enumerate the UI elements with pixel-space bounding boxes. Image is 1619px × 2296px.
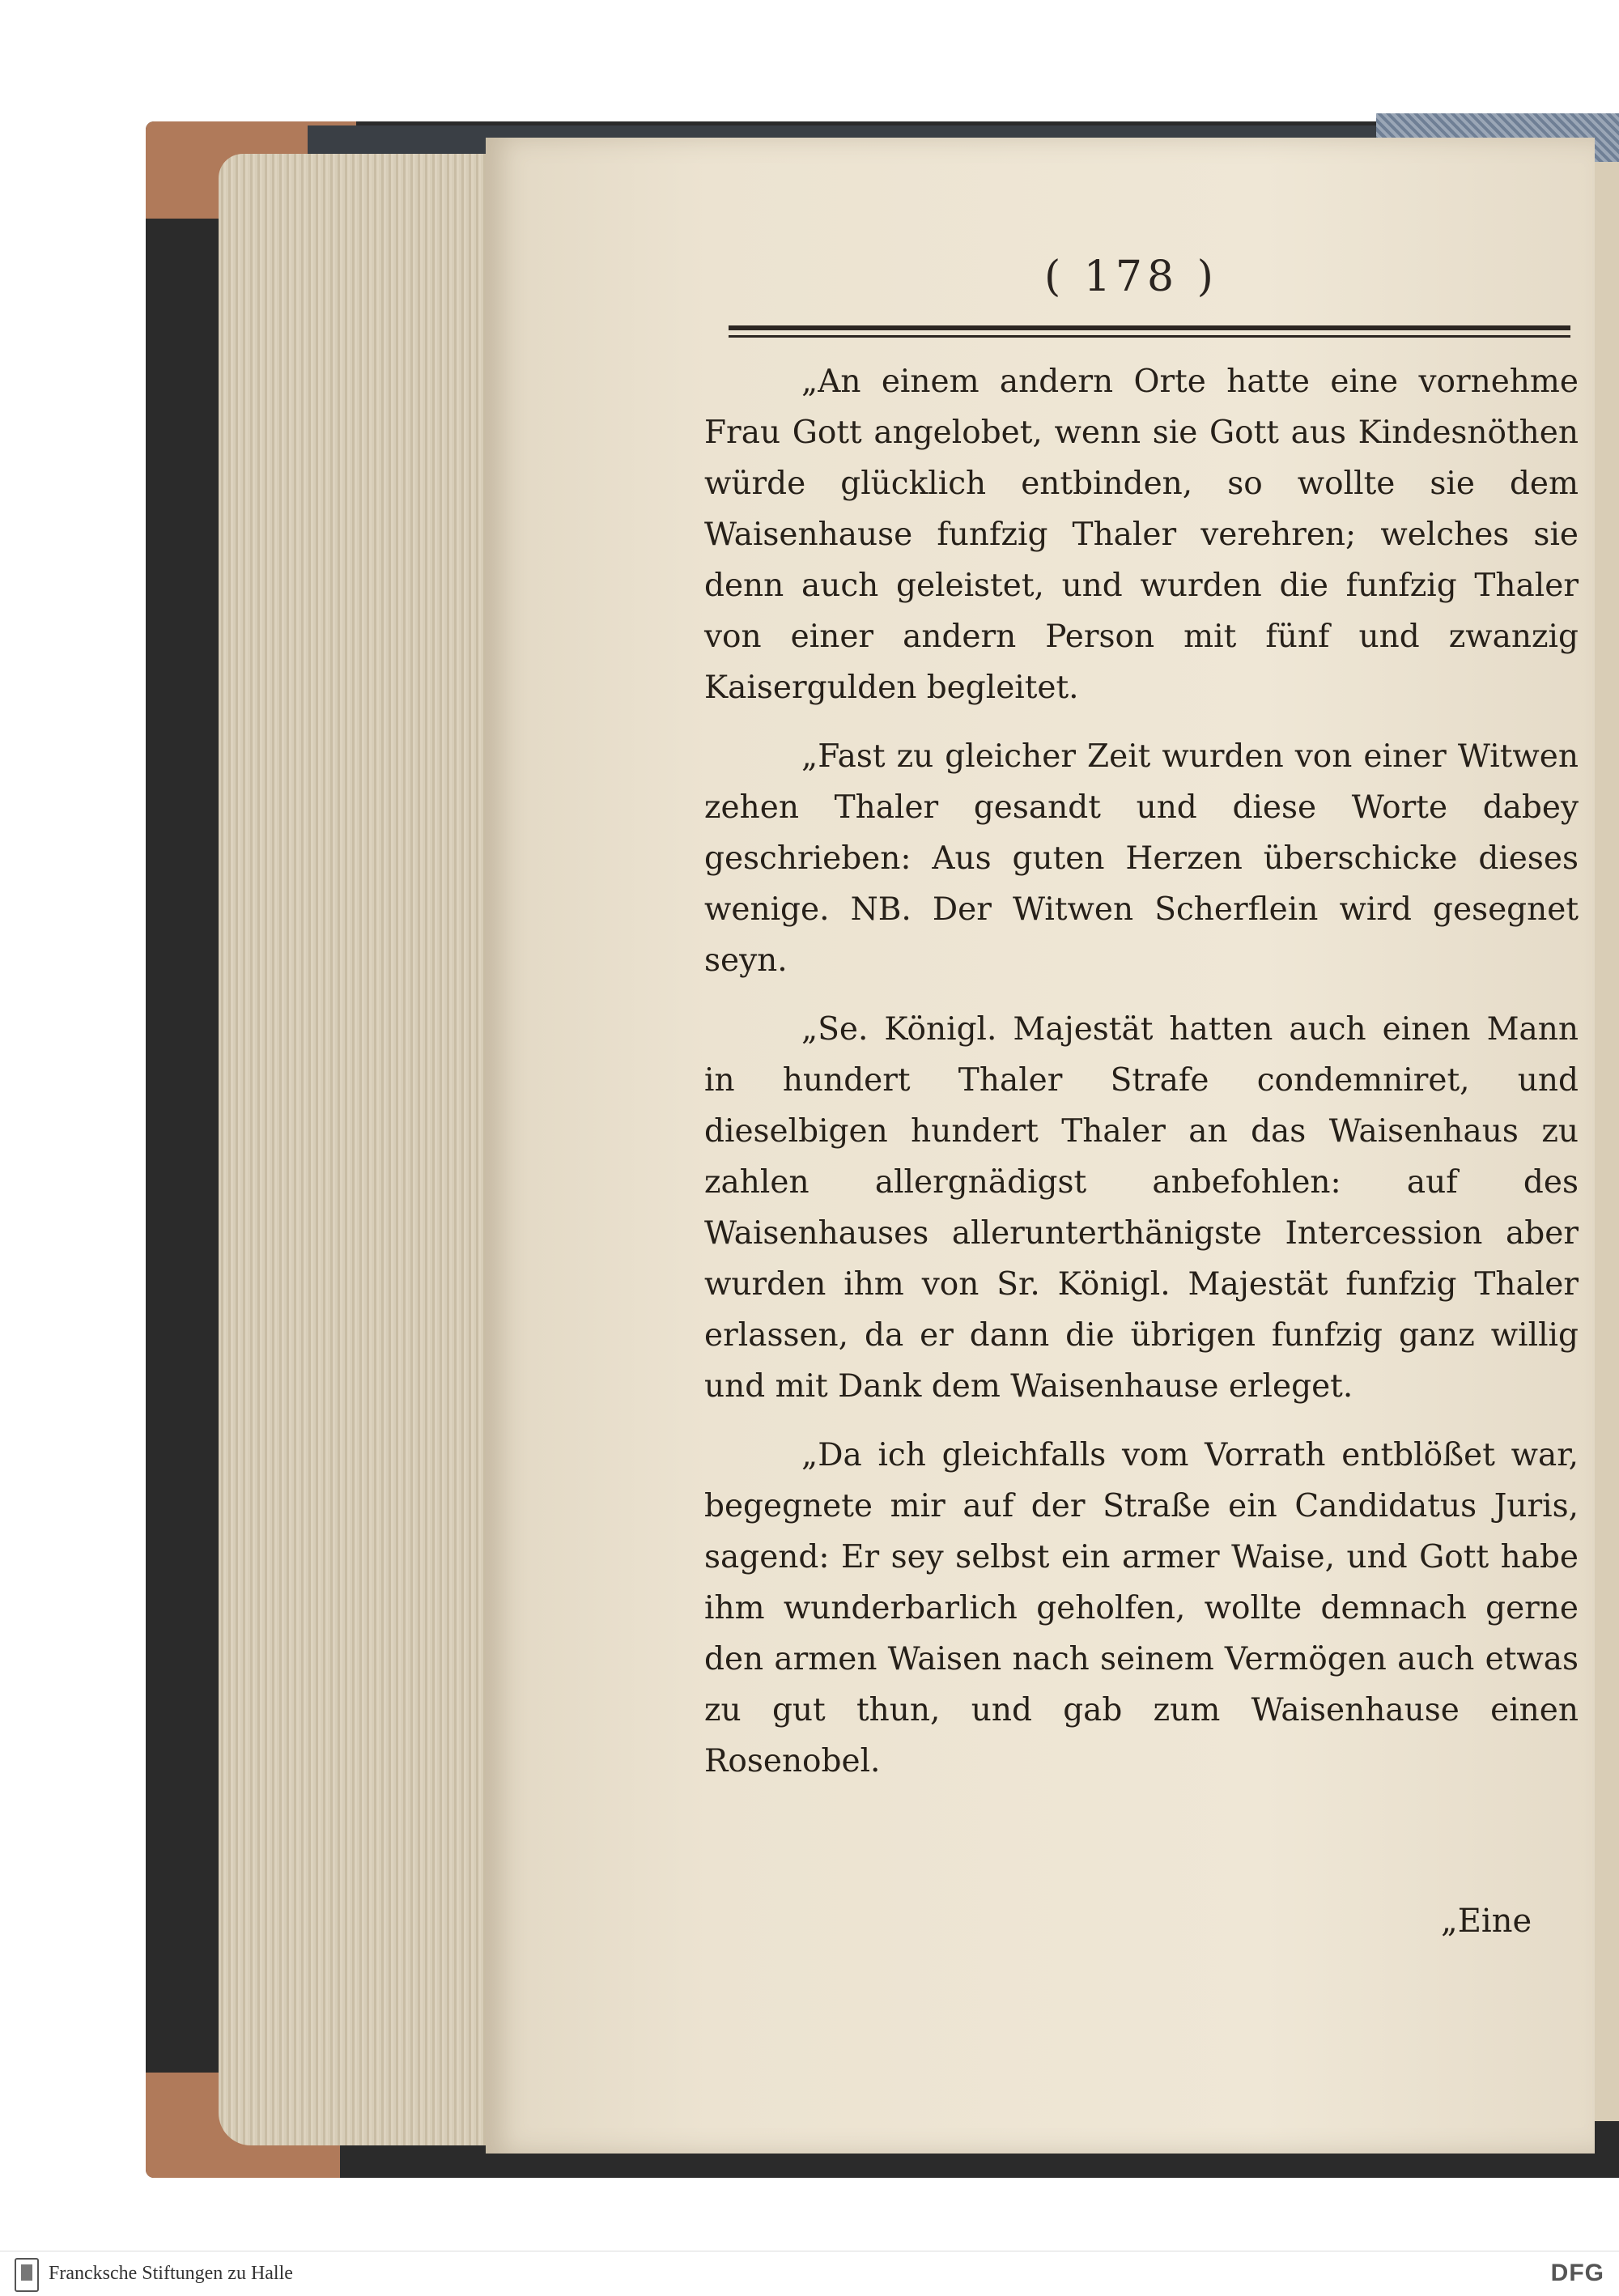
institution-logo-icon <box>15 2258 39 2292</box>
paragraph: „An einem andern Orte hatte eine vornehme Frau Gott angelobet, wenn sie Gott aus Kindesnöthen würde glücklich entbinden, so wollte sie dem Waisenhause funfzig Thaler verehren; welches sie denn auch geleistet, und wurden die funfzig Thaler von einer andern Person mit fünf und zwanzig Kaisergulden begleitet. <box>704 364 1579 706</box>
paragraph: „Da ich gleichfalls vom Vorrath entblößet war, begegnete mir auf der Straße ein Candidatus Juris, sagend: Er sey selbst ein armer Waise, und Gott habe ihm wunderbarlich geholfen, wollte demnach gerne den armen Waisen nach seinem Vermögen auch etwas zu gut thun, und gab zum Waisenhause einen Rosenobel. <box>704 1437 1579 1779</box>
paragraph: „Se. Königl. Majestät hatten auch einen Mann in hundert Thaler Strafe condemniret, und dieselbigen hundert Thaler an das Waisenhaus zu zahlen allergnädigst anbefohlen: auf des Waisenhauses allerunterthänigste Intercession aber wurden ihm von Sr. Königl. Majestät funfzig Thaler erlassen, da er dann die übrigen funfzig ganz willig und mit Dank dem Waisenhause erleget. <box>704 1011 1579 1405</box>
paragraph: „Fast zu gleicher Zeit wurden von einer Witwen zehen Thaler gesandt und diese Worte dabey geschrieben: Aus guten Herzen überschicke dieses wenige. NB. Der Witwen Scherflein wird gesegnet seyn. <box>704 738 1579 979</box>
page-text <box>704 356 1579 1805</box>
header-rule <box>729 325 1570 330</box>
header-rule-thin <box>729 335 1570 338</box>
page-edges <box>219 154 494 2145</box>
catchword: „Eine <box>1441 1903 1532 1940</box>
footer-bar <box>0 2251 1619 2296</box>
dfg-logo: DFG <box>1550 2260 1604 2286</box>
institution-name: Francksche Stiftungen zu Halle <box>49 2263 293 2284</box>
page-number: ( 178 ) <box>1044 253 1218 301</box>
